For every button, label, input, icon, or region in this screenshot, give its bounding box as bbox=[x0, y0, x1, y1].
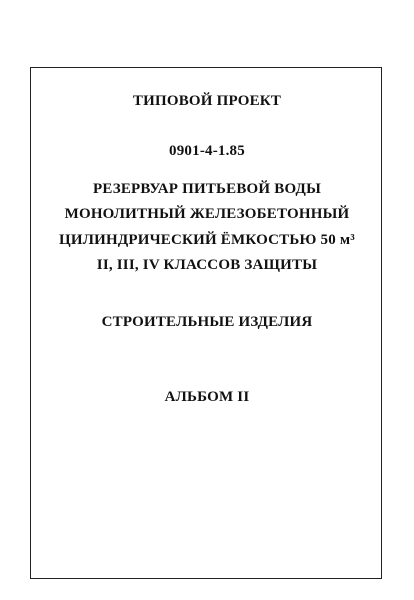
title-line-3: ЦИЛИНДРИЧЕСКИЙ ЁМКОСТЬЮ 50 м³ bbox=[59, 232, 355, 248]
title-line-2: МОНОЛИТНЫЙ ЖЕЛЕЗОБЕТОННЫЙ bbox=[64, 206, 350, 222]
title-line-1: РЕЗЕРВУАР ПИТЬЕВОЙ ВОДЫ bbox=[92, 181, 322, 197]
album-label: АЛЬБОМ II bbox=[164, 389, 250, 405]
project-number: 0901-4-1.85 bbox=[169, 143, 245, 159]
document-header: ТИПОВОЙ ПРОЕКТ bbox=[132, 93, 282, 109]
title-line-4: II, III, IV КЛАССОВ ЗАЩИТЫ bbox=[96, 257, 318, 273]
section-title: СТРОИТЕЛЬНЫЕ ИЗДЕЛИЯ bbox=[101, 314, 313, 330]
